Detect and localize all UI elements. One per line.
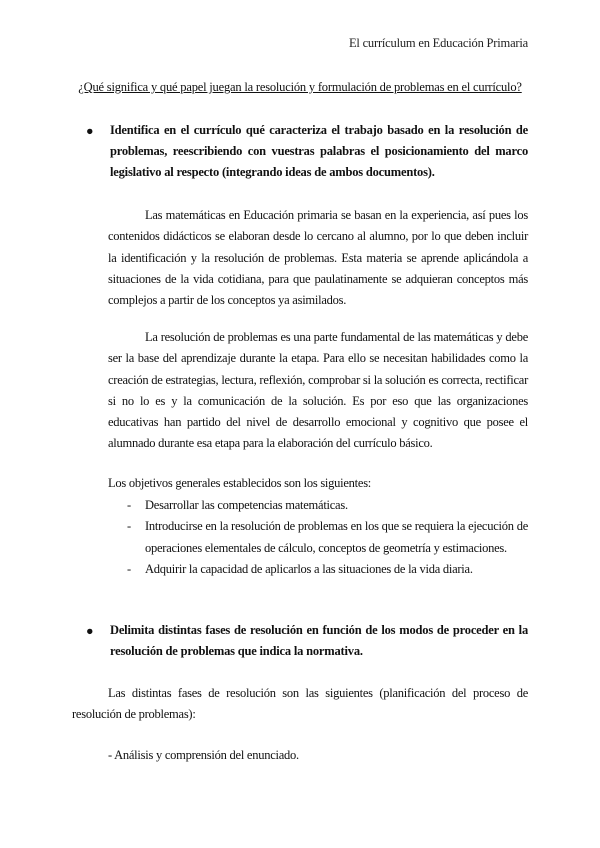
- list-item-text: Desarrollar las competencias matemáticas.: [145, 498, 348, 512]
- bullet-icon: ●: [86, 124, 94, 138]
- phase-item: - Análisis y comprensión del enunciado.: [108, 748, 299, 762]
- section2-paragraph: Las distintas fases de resolución son las siguientes (planificación del proceso de resolución de problemas):: [72, 686, 528, 722]
- document-title: ¿Qué significa y qué papel juegan la resolución y formulación de problemas en el currículo?: [78, 80, 522, 94]
- list-item-text: Adquirir la capacidad de aplicarlos a las situaciones de la vida diaria.: [145, 561, 473, 576]
- dash-marker: -: [127, 498, 131, 512]
- list-item: [108, 516, 528, 559]
- section1-heading: Identifica en el currículo qué caracteriza el trabajo basado en la resolución de problemas, reescribiendo con vuestras palabras el posicionamiento del marco legislativo al respecto (integrando ideas de ambos documentos).: [110, 123, 528, 179]
- section1-paragraph1: Las matemáticas en Educación primaria se basan en la experiencia, así pues los contenidos didácticos se elaboran desde lo cercano al alumno, por lo que deben incluir la identificación y la resolución de problemas. Esta materia se aprende aplicándola a situaciones de la vida cotidiana, para que paulatinamente se adquieran conceptos más complejos a partir de los conceptos ya asimilados.: [108, 208, 528, 308]
- list-item: [108, 495, 528, 516]
- objectives-list: [108, 495, 528, 580]
- list-item-text: Introducirse en la resolución de problemas en los que se requiera la ejecución de operaciones elementales de cálculo, conceptos de geometría y estimaciones.: [145, 519, 528, 555]
- bullet-icon: ●: [86, 624, 94, 638]
- dash-marker: -: [127, 519, 131, 534]
- list-item: [108, 559, 528, 580]
- objectives-intro: Los objetivos generales establecidos son los siguientes:: [108, 476, 372, 490]
- dash-marker: -: [127, 561, 131, 576]
- section2-heading: Delimita distintas fases de resolución en función de los modos de proceder en la resolución de problemas que indica la normativa.: [110, 623, 528, 658]
- page-header: El currículum en Educación Primaria: [348, 36, 528, 50]
- section1-paragraph2: La resolución de problemas es una parte fundamental de las matemáticas y debe ser la base del aprendizaje durante la etapa. Para ello se necesitan habilidades como la creación de estrategias, lectura, reflexión, comprobar si la solución es correcta, rectificar si no lo es y la comunicación de la solución. Es por eso que las organizaciones educativas han partido del nivel de desarrollo emocional y cognitivo que posee el alumnado durante esa etapa para la elaboración del currículo básico.: [108, 330, 528, 451]
